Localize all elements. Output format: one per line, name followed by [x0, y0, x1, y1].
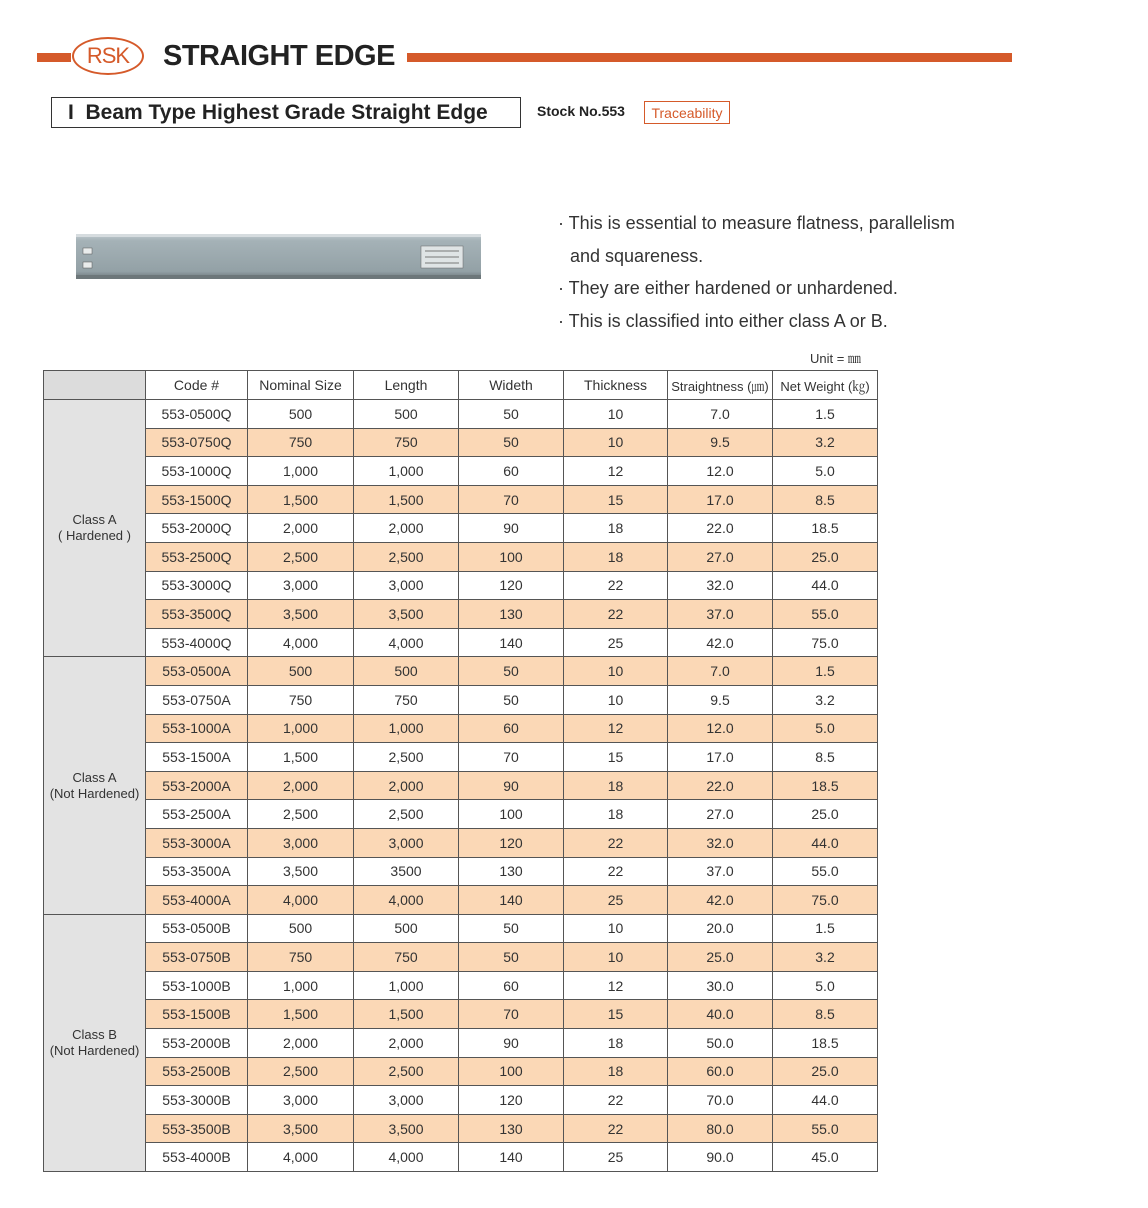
value-cell: 30.0	[668, 971, 773, 1000]
value-cell: 3.2	[773, 685, 878, 714]
class-group-label-line: Class A	[72, 769, 117, 785]
table-row	[44, 714, 878, 743]
column-header: Nominal Size	[248, 371, 354, 400]
value-cell: 25	[564, 1143, 668, 1172]
value-cell: 500	[354, 914, 459, 943]
value-cell: 1,500	[354, 485, 459, 514]
class-group-label-line: Class A	[72, 512, 117, 528]
value-cell: 3,000	[248, 828, 354, 857]
value-cell: 22	[564, 571, 668, 600]
code-cell: 553-4000A	[146, 886, 248, 915]
table-row	[44, 771, 878, 800]
value-cell: 27.0	[668, 542, 773, 571]
header-corner-cell	[44, 371, 146, 400]
value-cell: 120	[459, 828, 564, 857]
code-cell: 553-1000Q	[146, 457, 248, 486]
value-cell: 50.0	[668, 1029, 773, 1058]
code-cell: 553-2500A	[146, 800, 248, 829]
spec-table	[43, 370, 878, 1172]
value-cell: 22	[564, 857, 668, 886]
value-cell: 15	[564, 743, 668, 772]
value-cell: 22.0	[668, 771, 773, 800]
value-cell: 55.0	[773, 600, 878, 629]
value-cell: 10	[564, 685, 668, 714]
value-cell: 37.0	[668, 600, 773, 629]
value-cell: 3,500	[248, 857, 354, 886]
value-cell: 17.0	[668, 743, 773, 772]
value-cell: 15	[564, 485, 668, 514]
value-cell: 1,000	[354, 714, 459, 743]
table-row	[44, 886, 878, 915]
table-row	[44, 943, 878, 972]
value-cell: 1,500	[248, 1000, 354, 1029]
value-cell: 22	[564, 1086, 668, 1115]
value-cell: 75.0	[773, 628, 878, 657]
value-cell: 750	[248, 943, 354, 972]
value-cell: 90	[459, 1029, 564, 1058]
value-cell: 500	[248, 400, 354, 429]
value-cell: 4,000	[248, 628, 354, 657]
value-cell: 60.0	[668, 1057, 773, 1086]
table-row	[44, 1057, 878, 1086]
class-group-label	[44, 657, 146, 914]
value-cell: 25.0	[773, 542, 878, 571]
table-row	[44, 743, 878, 772]
code-cell: 553-2000B	[146, 1029, 248, 1058]
value-cell: 18	[564, 514, 668, 543]
table-row	[44, 914, 878, 943]
value-cell: 12	[564, 457, 668, 486]
value-cell: 22.0	[668, 514, 773, 543]
value-cell: 3,500	[354, 600, 459, 629]
code-cell: 553-0750A	[146, 685, 248, 714]
traceability-badge: Traceability	[644, 101, 730, 124]
table-row	[44, 828, 878, 857]
code-cell: 553-1000A	[146, 714, 248, 743]
feature-line: · This is classified into either class A or B.	[558, 310, 888, 331]
value-cell: 25	[564, 628, 668, 657]
table-row	[44, 1029, 878, 1058]
table-row	[44, 1000, 878, 1029]
value-cell: 8.5	[773, 1000, 878, 1029]
value-cell: 1,500	[248, 743, 354, 772]
value-cell: 100	[459, 1057, 564, 1086]
value-cell: 130	[459, 1114, 564, 1143]
value-cell: 60	[459, 714, 564, 743]
table-row	[44, 457, 878, 486]
straight-edge-image	[76, 234, 481, 280]
value-cell: 3,000	[354, 828, 459, 857]
value-cell: 45.0	[773, 1143, 878, 1172]
feature-list	[558, 207, 955, 337]
value-cell: 2,500	[354, 542, 459, 571]
value-cell: 50	[459, 943, 564, 972]
value-cell: 12.0	[668, 457, 773, 486]
value-cell: 4,000	[354, 886, 459, 915]
code-cell: 553-1500A	[146, 743, 248, 772]
code-cell: 553-3000B	[146, 1086, 248, 1115]
product-subtitle-text: I Beam Type Highest Grade Straight Edge	[68, 100, 488, 124]
code-cell: 553-1500B	[146, 1000, 248, 1029]
value-cell: 3,000	[248, 1086, 354, 1115]
value-cell: 1,000	[354, 457, 459, 486]
value-cell: 10	[564, 914, 668, 943]
value-cell: 22	[564, 1114, 668, 1143]
table-row	[44, 542, 878, 571]
value-cell: 3.2	[773, 428, 878, 457]
table-header-row	[44, 371, 878, 400]
value-cell: 2,000	[354, 771, 459, 800]
value-cell: 42.0	[668, 886, 773, 915]
value-cell: 18	[564, 1057, 668, 1086]
value-cell: 2,500	[354, 743, 459, 772]
class-group-label-line: ( Hardened )	[58, 528, 131, 544]
class-group-label-line: (Not Hardened)	[49, 785, 140, 801]
value-cell: 40.0	[668, 1000, 773, 1029]
value-cell: 100	[459, 800, 564, 829]
value-cell: 8.5	[773, 485, 878, 514]
value-cell: 22	[564, 828, 668, 857]
value-cell: 140	[459, 1143, 564, 1172]
value-cell: 2,500	[248, 542, 354, 571]
value-cell: 750	[248, 428, 354, 457]
value-cell: 3,500	[248, 600, 354, 629]
value-cell: 130	[459, 857, 564, 886]
value-cell: 4,000	[354, 628, 459, 657]
value-cell: 750	[248, 685, 354, 714]
value-cell: 50	[459, 685, 564, 714]
code-cell: 553-3000A	[146, 828, 248, 857]
value-cell: 18.5	[773, 1029, 878, 1058]
product-subtitle	[51, 97, 521, 128]
feature-line: · They are either hardened or unhardened.	[558, 278, 898, 298]
code-cell: 553-1500Q	[146, 485, 248, 514]
value-cell: 100	[459, 542, 564, 571]
value-cell: 50	[459, 428, 564, 457]
value-cell: 1.5	[773, 914, 878, 943]
code-cell: 553-1000B	[146, 971, 248, 1000]
column-header: Code #	[146, 371, 248, 400]
value-cell: 1,000	[248, 971, 354, 1000]
value-cell: 5.0	[773, 714, 878, 743]
table-row	[44, 428, 878, 457]
value-cell: 50	[459, 657, 564, 686]
value-cell: 140	[459, 628, 564, 657]
stock-number: Stock No.553	[537, 103, 625, 119]
code-cell: 553-0750B	[146, 943, 248, 972]
table-row	[44, 400, 878, 429]
table-row	[44, 657, 878, 686]
value-cell: 42.0	[668, 628, 773, 657]
value-cell: 10	[564, 657, 668, 686]
value-cell: 140	[459, 886, 564, 915]
code-cell: 553-4000B	[146, 1143, 248, 1172]
value-cell: 22	[564, 600, 668, 629]
value-cell: 750	[354, 685, 459, 714]
value-cell: 9.5	[668, 428, 773, 457]
code-cell: 553-0500B	[146, 914, 248, 943]
value-cell: 2,000	[354, 1029, 459, 1058]
value-cell: 3,000	[354, 571, 459, 600]
value-cell: 44.0	[773, 571, 878, 600]
unit-note: Unit = ㎜	[810, 351, 861, 366]
table-row	[44, 571, 878, 600]
page-title: STRAIGHT EDGE	[163, 40, 395, 72]
value-cell: 10	[564, 400, 668, 429]
value-cell: 18	[564, 771, 668, 800]
value-cell: 70.0	[668, 1086, 773, 1115]
value-cell: 10	[564, 428, 668, 457]
table-row	[44, 1086, 878, 1115]
value-cell: 8.5	[773, 743, 878, 772]
value-cell: 18.5	[773, 771, 878, 800]
column-header: Thickness	[564, 371, 668, 400]
value-cell: 750	[354, 428, 459, 457]
value-cell: 12.0	[668, 714, 773, 743]
value-cell: 4,000	[354, 1143, 459, 1172]
value-cell: 32.0	[668, 828, 773, 857]
value-cell: 2,000	[248, 771, 354, 800]
value-cell: 3,500	[248, 1114, 354, 1143]
value-cell: 500	[354, 657, 459, 686]
code-cell: 553-3500A	[146, 857, 248, 886]
code-cell: 553-3500B	[146, 1114, 248, 1143]
value-cell: 120	[459, 1086, 564, 1115]
code-cell: 553-0750Q	[146, 428, 248, 457]
value-cell: 1.5	[773, 657, 878, 686]
value-cell: 120	[459, 571, 564, 600]
table-row	[44, 628, 878, 657]
value-cell: 1,000	[354, 971, 459, 1000]
value-cell: 1,500	[354, 1000, 459, 1029]
value-cell: 500	[248, 657, 354, 686]
value-cell: 1,000	[248, 457, 354, 486]
value-cell: 1,000	[248, 714, 354, 743]
value-cell: 32.0	[668, 571, 773, 600]
class-group-label	[44, 914, 146, 1171]
table-row	[44, 1143, 878, 1172]
value-cell: 60	[459, 971, 564, 1000]
value-cell: 130	[459, 600, 564, 629]
value-cell: 18.5	[773, 514, 878, 543]
value-cell: 90	[459, 771, 564, 800]
code-cell: 553-2000A	[146, 771, 248, 800]
value-cell: 2,500	[248, 1057, 354, 1086]
value-cell: 25	[564, 886, 668, 915]
code-cell: 553-3500Q	[146, 600, 248, 629]
class-group-label	[44, 400, 146, 657]
value-cell: 500	[248, 914, 354, 943]
code-cell: 553-0500Q	[146, 400, 248, 429]
value-cell: 50	[459, 400, 564, 429]
value-cell: 5.0	[773, 457, 878, 486]
value-cell: 3,000	[248, 571, 354, 600]
value-cell: 44.0	[773, 828, 878, 857]
value-cell: 2,500	[354, 800, 459, 829]
value-cell: 2,500	[354, 1057, 459, 1086]
value-cell: 15	[564, 1000, 668, 1029]
value-cell: 4,000	[248, 886, 354, 915]
feature-line: · This is essential to measure flatness, parallelism	[558, 213, 955, 233]
value-cell: 90	[459, 514, 564, 543]
value-cell: 5.0	[773, 971, 878, 1000]
code-cell: 553-2000Q	[146, 514, 248, 543]
value-cell: 4,000	[248, 1143, 354, 1172]
header-bar-left	[37, 53, 71, 62]
value-cell: 70	[459, 743, 564, 772]
value-cell: 50	[459, 914, 564, 943]
table-row	[44, 800, 878, 829]
table-row	[44, 685, 878, 714]
value-cell: 2,000	[354, 514, 459, 543]
value-cell: 27.0	[668, 800, 773, 829]
value-cell: 9.5	[668, 685, 773, 714]
class-group-label-line: (Not Hardened)	[49, 1042, 140, 1058]
value-cell: 2,500	[248, 800, 354, 829]
value-cell: 25.0	[668, 943, 773, 972]
value-cell: 37.0	[668, 857, 773, 886]
header-bar-right	[407, 53, 1012, 62]
value-cell: 3.2	[773, 943, 878, 972]
value-cell: 90.0	[668, 1143, 773, 1172]
column-header: Length	[354, 371, 459, 400]
code-cell: 553-3000Q	[146, 571, 248, 600]
feature-line: and squareness.	[570, 245, 704, 266]
table-body	[44, 400, 878, 1172]
value-cell: 3,000	[354, 1086, 459, 1115]
column-header: Wideth	[459, 371, 564, 400]
value-cell: 1,500	[248, 485, 354, 514]
value-cell: 80.0	[668, 1114, 773, 1143]
value-cell: 55.0	[773, 857, 878, 886]
table-row	[44, 600, 878, 629]
value-cell: 18	[564, 800, 668, 829]
value-cell: 3,500	[354, 1114, 459, 1143]
value-cell: 70	[459, 485, 564, 514]
value-cell: 12	[564, 714, 668, 743]
code-cell: 553-2500Q	[146, 542, 248, 571]
value-cell: 2,000	[248, 1029, 354, 1058]
value-cell: 44.0	[773, 1086, 878, 1115]
value-cell: 7.0	[668, 400, 773, 429]
value-cell: 2,000	[248, 514, 354, 543]
table-row	[44, 485, 878, 514]
code-cell: 553-0500A	[146, 657, 248, 686]
table-row	[44, 1114, 878, 1143]
value-cell: 75.0	[773, 886, 878, 915]
value-cell: 25.0	[773, 1057, 878, 1086]
value-cell: 3500	[354, 857, 459, 886]
value-cell: 1.5	[773, 400, 878, 429]
code-cell: 553-2500B	[146, 1057, 248, 1086]
column-header: Net Weight (㎏)	[773, 371, 878, 400]
table-row	[44, 514, 878, 543]
value-cell: 10	[564, 943, 668, 972]
class-group-label-line: Class B	[72, 1026, 117, 1042]
table-row	[44, 857, 878, 886]
column-header: Straightness (㎛)	[668, 371, 773, 400]
rsk-logo: RSK	[72, 37, 144, 75]
value-cell: 70	[459, 1000, 564, 1029]
value-cell: 60	[459, 457, 564, 486]
value-cell: 500	[354, 400, 459, 429]
value-cell: 18	[564, 1029, 668, 1058]
value-cell: 17.0	[668, 485, 773, 514]
value-cell: 7.0	[668, 657, 773, 686]
value-cell: 25.0	[773, 800, 878, 829]
value-cell: 12	[564, 971, 668, 1000]
table-row	[44, 971, 878, 1000]
value-cell: 20.0	[668, 914, 773, 943]
code-cell: 553-4000Q	[146, 628, 248, 657]
value-cell: 750	[354, 943, 459, 972]
value-cell: 18	[564, 542, 668, 571]
value-cell: 55.0	[773, 1114, 878, 1143]
